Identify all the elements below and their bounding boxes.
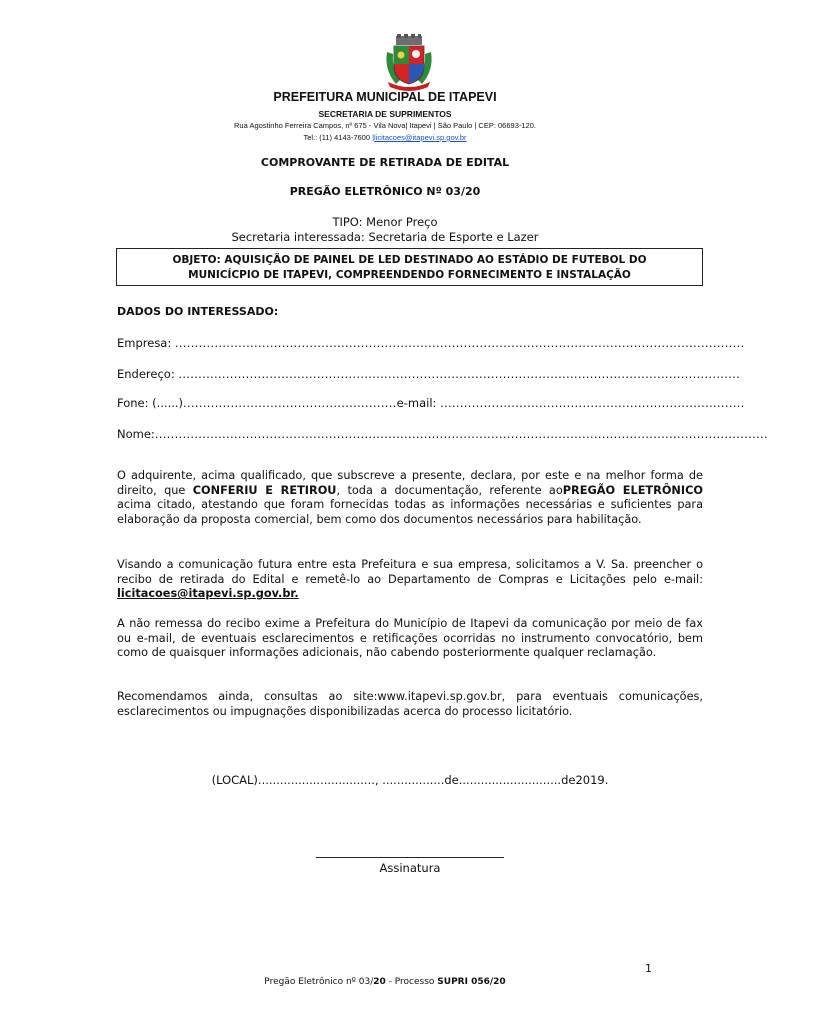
- header-email-link[interactable]: |licitacoes@itapevi.sp.gov.br: [372, 133, 467, 142]
- secretaria-line: Secretaria interessada: Secretaria de Esporte e Lazer: [231, 230, 539, 244]
- endereco-label: Endereço:: [117, 367, 179, 381]
- objeto-line-2: MUNICÍCPIO DE ITAPEVI, COMPREENDENDO FORNECIMENTO E INSTALAÇÃO: [188, 269, 631, 281]
- email-label: e-mail:: [396, 396, 441, 410]
- communication-paragraph: Visando a comunicação futura entre esta Prefeitura e sua empresa, solicitamos a V. Sa. preencher o recibo de retirada do Edital e remetê-lo ao Departamento de Compras e Licitações pelo e-mail: licitacoes@itapevi.sp.gov.br.: [117, 558, 703, 601]
- declaration-paragraph: O adquirente, acima qualificado, que subscreve a presente, declara, por este e na melhor forma de direito, que CONFERIU E RETIROU, toda a documentação, referente aoPREGÃO ELETRÔNICO acima citado, atestando que foram fornecidas todas as informações necessárias e suficientes para elaboração da proposta comercial, bem como dos documentos necessários para habilitação.: [117, 469, 703, 526]
- tipo-line: TIPO: Menor Preço: [332, 215, 438, 229]
- fone-blank[interactable]: ......................................................: [183, 396, 397, 410]
- nome-field[interactable]: [117, 427, 768, 441]
- page-footer: Pregão Eletrônico nº 03/20 - Processo SUPRI 056/20: [264, 977, 506, 987]
- nome-label: Nome:: [117, 427, 155, 441]
- signature-line: [316, 857, 504, 858]
- licitacoes-email-link[interactable]: licitacoes@itapevi.sp.gov.br.: [117, 587, 299, 601]
- objeto-box: [116, 248, 703, 286]
- empresa-label: Empresa:: [117, 336, 175, 350]
- fone-email-field[interactable]: [117, 396, 745, 410]
- pregao-number: PREGÃO ELETRÔNICO Nº 03/20: [289, 185, 481, 198]
- nome-blank[interactable]: ...........................................................................................................................................................: [154, 427, 768, 441]
- signature-label: Assinatura: [379, 861, 441, 875]
- non-remittance-paragraph: A não remessa do recibo exime a Prefeitura do Município de Itapevi da comunicação por meio de fax ou e-mail, de eventuais esclarecimentos e retificações ocorridas no instrumento convocatório, bem como de quaisquer informações adicionais, não cabendo posteriormente qualquer reclamação.: [117, 617, 703, 660]
- objeto-line-1: OBJETO: AQUISIÇÃO DE PAINEL DE LED DESTINADO AO ESTÁDIO DE FUTEBOL DO: [172, 254, 647, 266]
- header-contact: [0, 133, 770, 142]
- empresa-blank[interactable]: ................................................................................................................................................: [174, 336, 745, 350]
- page-number: 1: [645, 962, 652, 975]
- prefeitura-title: PREFEITURA MUNICIPAL DE ITAPEVI: [273, 90, 497, 104]
- empresa-field[interactable]: [117, 336, 745, 350]
- endereco-blank[interactable]: ..............................................................................................................................................: [178, 367, 741, 381]
- dados-section-label: DADOS DO INTERESSADO:: [117, 305, 279, 318]
- coat-of-arms-icon: [384, 34, 434, 90]
- fone-label: Fone: (......): [117, 396, 184, 410]
- local-date-line: (LOCAL)................................, .................de............................de2019.: [211, 773, 609, 787]
- email-blank[interactable]: .............................................................................: [440, 396, 745, 410]
- endereco-field[interactable]: [117, 367, 741, 381]
- header-phone: Tel.: (11) 4143-7600: [303, 133, 373, 142]
- document-title: COMPROVANTE DE RETIRADA DE EDITAL: [260, 156, 510, 169]
- secretaria-subtitle: SECRETARIA DE SUPRIMENTOS: [318, 109, 452, 119]
- header-address: Rua Agostinho Ferreira Campos, nº 675 - Vila Nova| Itapevi | São Paulo | CEP: 06693-120.: [234, 121, 536, 130]
- recommendation-paragraph: Recomendamos ainda, consultas ao site:www.itapevi.sp.gov.br, para eventuais comunicações, esclarecimentos ou impugnações disponibilizadas acerca do processo licitatório.: [117, 690, 703, 718]
